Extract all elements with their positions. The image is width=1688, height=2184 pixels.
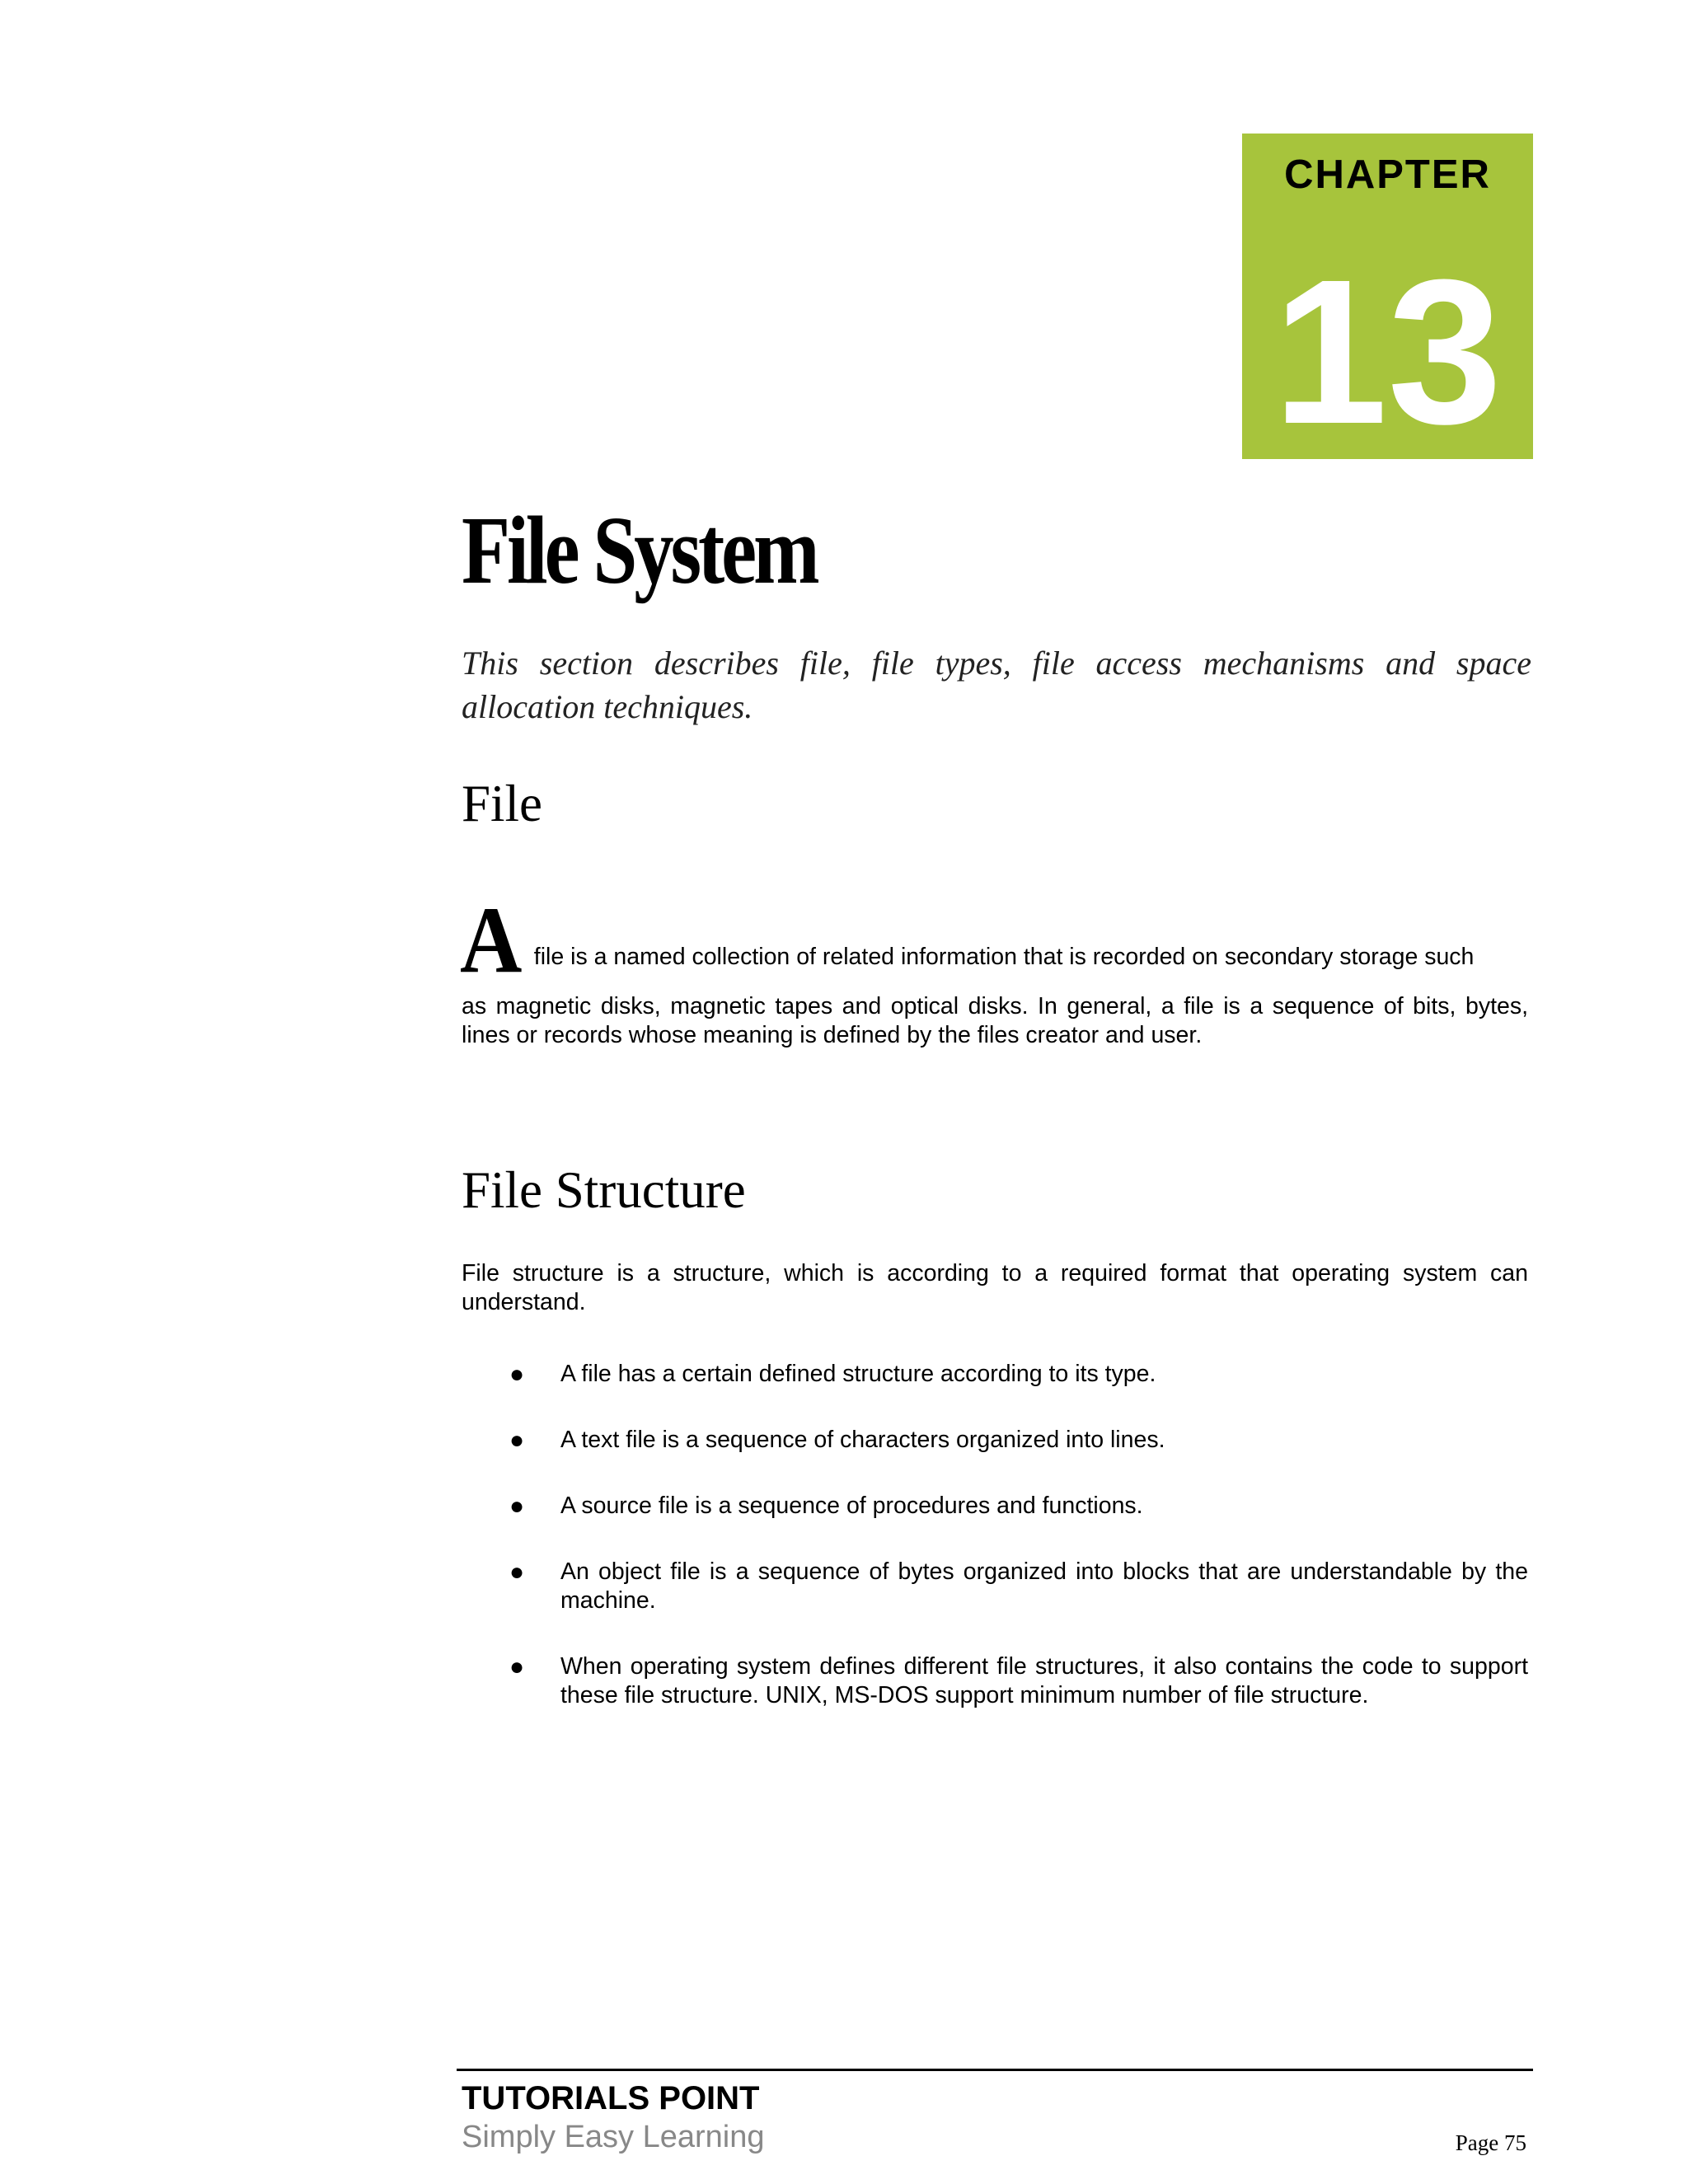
list-item (462, 1492, 1528, 1521)
chapter-number: 13 (1273, 237, 1503, 466)
chapter-badge (1242, 134, 1533, 466)
bullet-icon: ● (509, 1558, 525, 1586)
footer-divider (457, 2069, 1533, 2071)
chapter-label: CHAPTER (1284, 152, 1491, 197)
dropcap-letter: A (460, 888, 523, 993)
section-heading-file: File (462, 775, 543, 832)
section-heading-file-structure: File Structure (462, 1161, 746, 1219)
chapter-intro: This section describes file, file types, file access mechanisms and space allocation techniques. (462, 644, 1531, 725)
list-item (462, 1652, 1528, 1710)
page-title: File System (462, 496, 817, 604)
list-item-text: A file has a certain defined structure according to its type. (560, 1361, 1156, 1387)
list-item (462, 1426, 1528, 1455)
list-item (462, 1360, 1528, 1389)
bullet-icon: ● (509, 1361, 525, 1388)
file-paragraph-first-line: file is a named collection of related information that is recorded on secondary storage such (533, 944, 1475, 970)
bullet-icon: ● (509, 1653, 525, 1680)
footer-brand: TUTORIALS POINT (462, 2080, 760, 2116)
bullet-icon: ● (509, 1493, 525, 1520)
page-number: Page 75 (1455, 2130, 1526, 2155)
list-item-text: An object file is a sequence of bytes organized into blocks that are understandable by the machine. (560, 1558, 1528, 1614)
file-structure-bullets (462, 1360, 1528, 1747)
file-structure-paragraph: File structure is a structure, which is according to a required format that operating system can understand. (462, 1260, 1528, 1315)
list-item-text: A source file is a sequence of procedures and functions. (560, 1493, 1143, 1519)
list-item-text: A text file is a sequence of characters organized into lines. (560, 1427, 1165, 1453)
footer-tagline: Simply Easy Learning (462, 2120, 765, 2154)
list-item (462, 1558, 1528, 1615)
file-paragraph-rest: as magnetic disks, magnetic tapes and optical disks. In general, a file is a sequence of bits, bytes, lines or records whose meaning is defined by the files creator and user. (462, 993, 1528, 1048)
bullet-icon: ● (509, 1427, 525, 1454)
file-paragraph (460, 888, 1528, 1050)
list-item-text: When operating system defines different file structures, it also contains the code to support these file structure. UNIX, MS-DOS support minimum number of file structure. (560, 1653, 1528, 1708)
